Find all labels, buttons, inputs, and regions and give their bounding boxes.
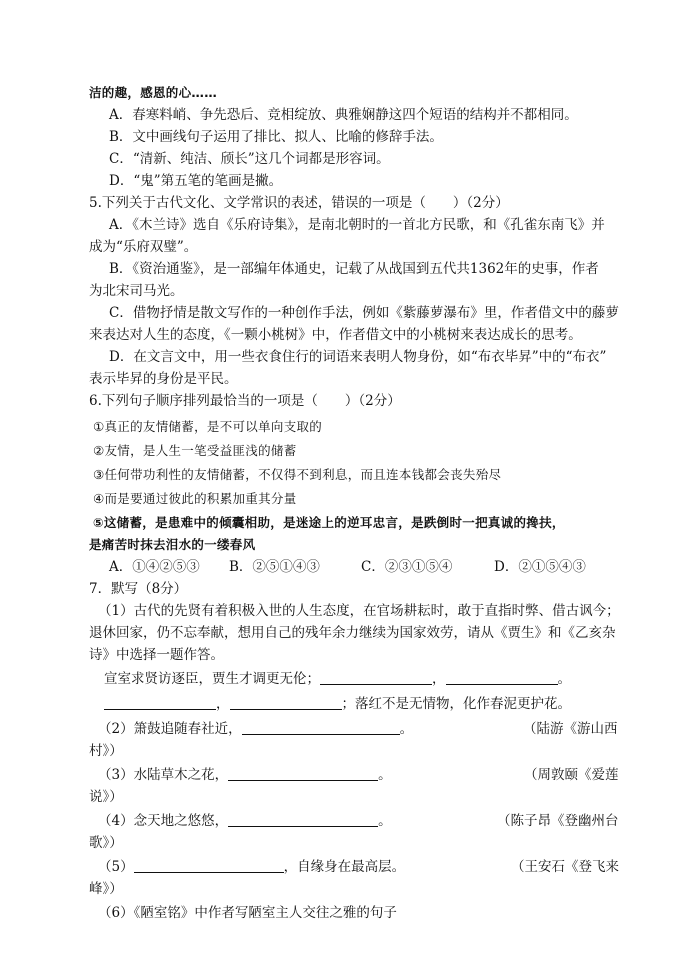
answer-blank[interactable] [446, 670, 558, 685]
part-text: ，自缘身在最高层。 [283, 859, 406, 875]
q5-option-b-cont: 为北宋司马光。 [89, 283, 184, 299]
q6-option-b: B．②⑤①④③ [229, 559, 320, 575]
q4-option-c: C．“清新、纯洁、颀长”这几个词都是形容词。 [109, 151, 390, 167]
q7-part1-cont2: 诗》中选择一题作答。 [89, 647, 224, 663]
poem-punct: ， [216, 696, 230, 712]
q7-part5-source-cont: 峰》） [89, 881, 123, 897]
poem-punct: 。 [557, 671, 571, 687]
q5-option-b: B．《资治通鉴》，是一部编年体通史，记载了从战国到五代共1362年的史事，作者 [109, 261, 599, 277]
q7-part4-source-cont: 歌》） [89, 835, 123, 851]
answer-blank[interactable] [320, 670, 432, 685]
q7-part3 [98, 766, 392, 784]
answer-blank[interactable] [228, 766, 378, 781]
q7-part2-source-cont: 村》） [89, 743, 123, 759]
part-punct: 。 [399, 721, 414, 737]
q7-part2-source: （陆游《游山西 [523, 721, 618, 737]
answer-blank[interactable] [134, 858, 284, 873]
q6-sentence-5: ⑤这储蓄，是患难中的倾囊相助，是迷途上的逆耳忠言，是跌倒时一把真诚的搀扶， [93, 515, 565, 530]
q5-option-d-cont: 表示毕昇的身份是平民。 [89, 371, 238, 387]
continued-text: 洁的趣，感恩的心…… [89, 85, 218, 100]
q4-option-b: B．文中画线句子运用了排比、拟人、比喻的修辞手法。 [109, 129, 443, 145]
q6-option-d: D．②①⑤④③ [494, 559, 586, 575]
q7-part6: （6）《陋室铭》中作者写陋室主人交往之雅的句子 [98, 905, 397, 921]
part-punct: 。 [378, 813, 392, 829]
q7-poem-line-2 [104, 695, 571, 713]
part-text: （2）箫鼓追随春社近， [98, 721, 242, 737]
q6-sentence-1: ①真正的友情储蓄，是不可以单向支取的 [93, 419, 323, 434]
q7-part2 [98, 720, 413, 738]
q6-sentence-3: ③任何带功利性的友情储蓄，不仅得不到利息，而且连本钱都会丧失殆尽 [93, 467, 502, 482]
q4-option-a: A．春寒料峭、争先恐后、竞相绽放、典雅娴静这四个短语的结构并不都相同。 [109, 107, 578, 123]
answer-blank[interactable] [104, 695, 216, 710]
answer-blank[interactable] [228, 812, 378, 827]
q7-part1: （1）古代的先贤有着积极入世的人生态度，在官场耕耘时，敢于直指时弊、借古讽今； [98, 603, 620, 619]
q7-stem: 7．默写（8分） [89, 581, 188, 597]
q6-sentence-4: ④而是要通过彼此的积累加重其分量 [93, 491, 297, 506]
q6-stem: 6.下列句子顺序排列最恰当的一项是（ ）（2分） [89, 393, 401, 409]
q7-poem-line-1 [104, 670, 571, 688]
q7-part5-source: （王安石《登飞来 [511, 859, 619, 875]
part-punct: 。 [378, 767, 392, 783]
q7-part3-source-cont: 说》） [89, 789, 123, 805]
poem-text: ；落红不是无情物，化作春泥更护花。 [341, 696, 571, 712]
answer-blank[interactable] [242, 720, 400, 735]
q5-option-a: A．《木兰诗》选自《乐府诗集》，是南北朝时的一首北方民歌，和《孔雀东南飞》并 [109, 217, 605, 233]
q5-stem: 5.下列关于古代文化、文学常识的表述，错误的一项是（ ）（2分） [89, 195, 509, 211]
poem-text: 宣室求贤访逐臣，贾生才调更无伦； [104, 671, 320, 687]
q5-option-c: C．借物抒情是散文写作的一种创作手法，例如《紫藤萝瀑布》里，作者借文中的藤萝 [109, 305, 619, 321]
q7-part5 [98, 858, 405, 876]
q7-part3-source: （周敦颐《爱莲 [524, 767, 619, 783]
q4-option-d: D．“鬼”第五笔的笔画是撇。 [109, 173, 283, 189]
q5-option-c-cont: 来表达对人生的态度，《一颗小桃树》中，作者借文中的小桃树来表达成长的思考。 [89, 327, 582, 343]
q6-option-a: A．①④②⑤③ [109, 559, 200, 575]
q6-sentence-5-cont: 是痛苦时抹去泪水的一缕春风 [89, 537, 256, 552]
part-text: （5） [98, 859, 134, 875]
poem-punct: ， [432, 671, 446, 687]
q5-option-d: D．在文言文中，用一些衣食住行的词语来表明人物身份，如“布衣毕昇”中的“布衣” [109, 349, 607, 365]
part-text: （3）水陆草木之花， [98, 767, 229, 783]
q7-part4-source: （陈子昂《登幽州台 [497, 813, 619, 829]
answer-blank[interactable] [230, 695, 342, 710]
q6-option-c: C．②③①⑤④ [361, 559, 453, 575]
q7-part4 [98, 812, 392, 830]
part-text: （4）念天地之悠悠， [98, 813, 229, 829]
q6-sentence-2: ②友情，是人生一笔受益匪浅的储蓄 [93, 443, 297, 458]
q5-option-a-cont: 成为“乐府双璧”。 [89, 239, 198, 255]
q7-part1-cont1: 退休回家，仍不忘奉献，想用自己的残年余力继续为国家效劳，请从《贾生》和《乙亥杂 [89, 625, 616, 641]
